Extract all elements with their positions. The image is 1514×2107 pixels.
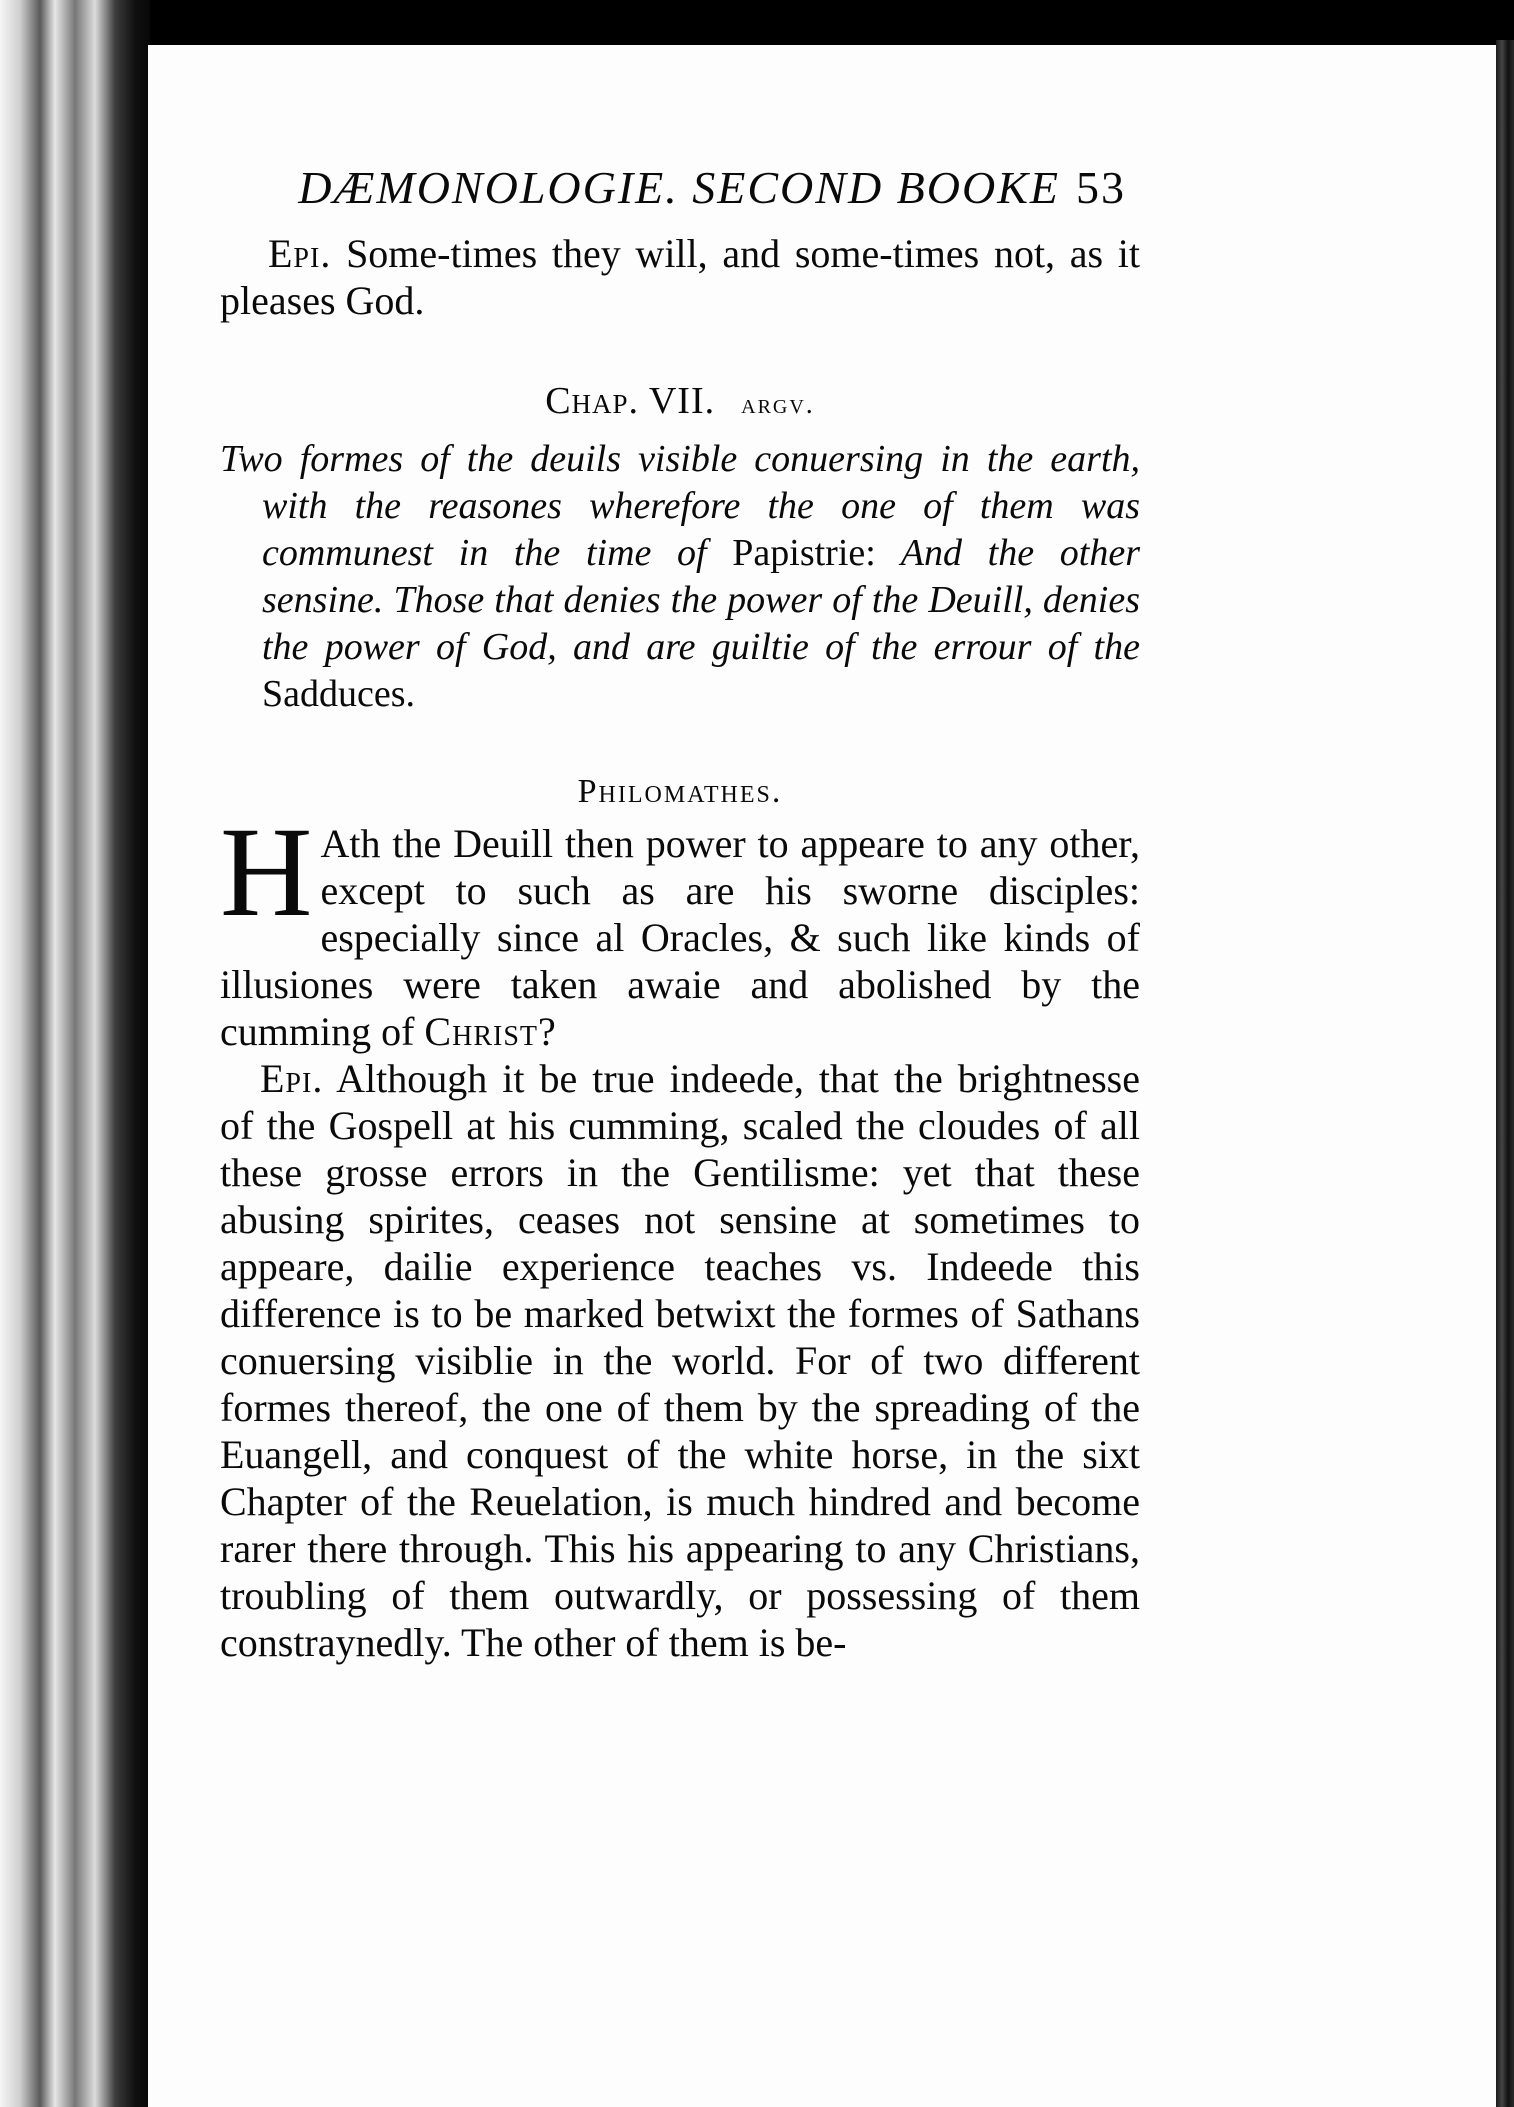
chapter-title: Chap. VII. xyxy=(545,380,716,422)
speaker-epi: Epi. xyxy=(268,231,332,276)
question-christ: Christ xyxy=(424,1009,538,1054)
drop-cap-letter: H xyxy=(220,801,313,943)
argument-roman-2: Sadduces. xyxy=(262,673,416,715)
chapter-argument xyxy=(220,436,1140,718)
epi-answer xyxy=(220,1055,1140,1666)
book-spine-gutter xyxy=(0,0,150,2107)
question-text: Ath the Deuill then power to appeare to any other, except to such as are his sworne disciples: especially since al Oracles, & such like kinds of illusiones were taken awaie and abolished by the cumming of xyxy=(220,821,1140,1054)
philomathes-question xyxy=(220,801,1140,1055)
argument-label: argv. xyxy=(741,389,815,420)
argument-part-1: Two formes of the deuils visible conuersing in the earth, with the reasones wherefore the one of them was communest in the time of xyxy=(220,438,1140,574)
speaker-philomathes: Philomathes. xyxy=(577,773,783,810)
page-number: 53 xyxy=(1076,162,1126,213)
argument-part-2: And the other sensine. Those that denies the power of the Deuill, denies the power of God, and are guiltie of the errour of the xyxy=(262,532,1140,668)
answer-text: Although it be true indeede, that the brightnesse of the Gospell at his cumming, scaled the cloudes of all these grosse errors in the Gentilisme: yet that these abusing spirites, ceases not sensine at sometimes to appeare, dailie experience teaches vs. Indeede this difference is to be marked betwixt the formes of Sathans conuersing visiblie in the world. For of two different formes thereof, the one of them by the spreading of the Euangell, and conquest of the white horse, in the sixt Chapter of the Reuelation, is much hindred and become rarer there through. This his appearing to any Christians, troubling of them outwardly, or possessing of them constraynedly. The other of them is be- xyxy=(220,1056,1140,1665)
opening-reply xyxy=(220,230,1140,324)
page-text xyxy=(220,160,1140,1666)
question-end: ? xyxy=(538,1009,556,1054)
scan-right-border xyxy=(1496,40,1514,2107)
running-head-title: DÆMONOLOGIE. SECOND BOOKE xyxy=(298,162,1060,213)
speaker-epi-answer: Epi. xyxy=(260,1056,324,1101)
opening-reply-text: Some-times they will, and some-times not, as it pleases God. xyxy=(220,231,1141,323)
chapter-heading xyxy=(220,376,1140,430)
argument-roman-1: Papistrie: xyxy=(732,532,876,574)
running-head xyxy=(280,160,1140,216)
